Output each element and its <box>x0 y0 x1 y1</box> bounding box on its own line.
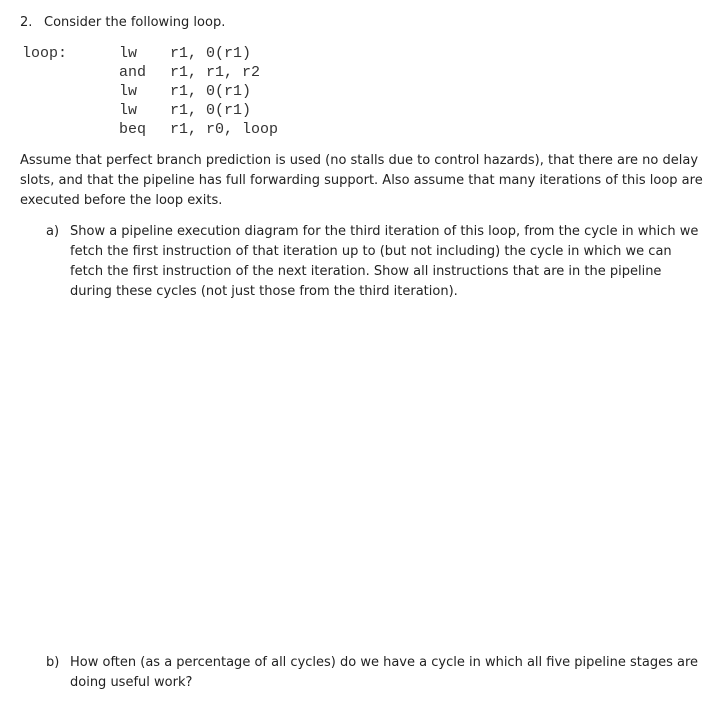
question-header <box>20 14 225 32</box>
code-operands: r1, r0, loop <box>170 121 279 138</box>
part-letter: b) <box>46 655 60 670</box>
code-opcode: beq <box>119 121 147 138</box>
part-letter: a) <box>46 224 60 239</box>
assumptions-paragraph: Assume that perfect branch prediction is used (no stalls due to control hazards), that there are no delay slots, and that the pipeline has full forwarding support. Also assume that many iterations of this loop are executed before the loop exits. <box>20 153 703 208</box>
code-opcode: lw <box>119 102 138 119</box>
code-opcode: and <box>119 64 147 81</box>
code-label: loop: <box>22 45 68 62</box>
code-opcode: lw <box>119 45 138 62</box>
part-b <box>46 653 706 693</box>
code-operands: r1, 0(r1) <box>170 83 252 100</box>
question-number: 2. <box>20 15 33 30</box>
part-a <box>46 222 706 302</box>
code-operands: r1, 0(r1) <box>170 102 252 119</box>
code-operands: r1, r1, r2 <box>170 64 261 81</box>
part-text: Show a pipeline execution diagram for the third iteration of this loop, from the cycle in which we fetch the first instruction of that iteration up to (but not including) the cycle in which we can fetch the first instruction of the next iteration. Show all instructions that are in the pipeline during these cycles (not just those from the third iteration). <box>70 224 699 299</box>
code-operands: r1, 0(r1) <box>170 45 252 62</box>
code-opcode: lw <box>119 83 138 100</box>
question-intro: Consider the following loop. <box>44 15 226 30</box>
part-text: How often (as a percentage of all cycles) do we have a cycle in which all five pipeline stages are doing useful work? <box>70 655 699 690</box>
